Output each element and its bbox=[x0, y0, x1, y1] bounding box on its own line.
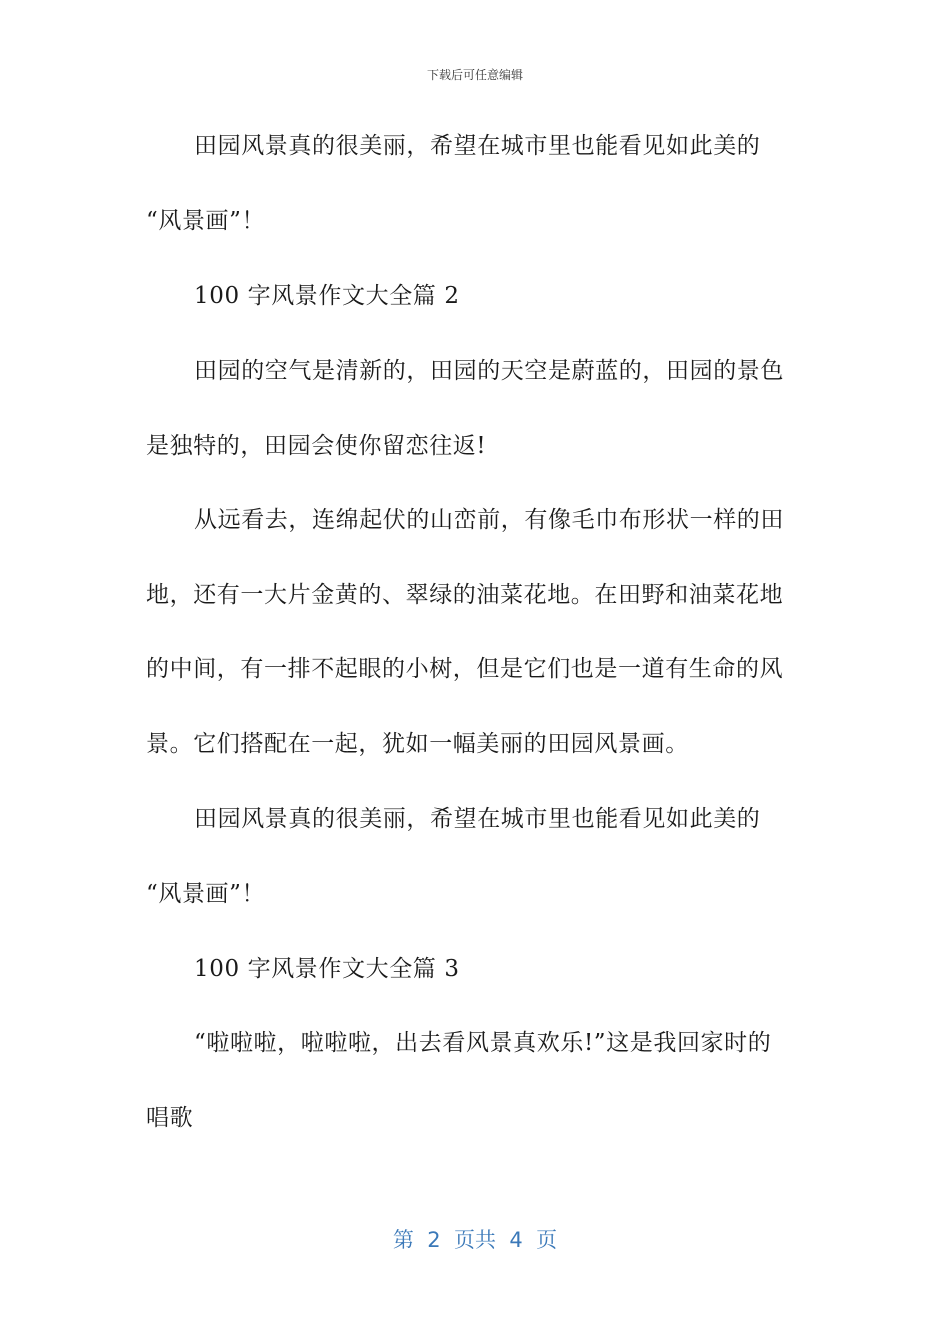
paragraph-line: 田园风景真的很美丽，希望在城市里也能看见如此美的 bbox=[194, 133, 761, 159]
footer-middle: 页共 bbox=[454, 1228, 496, 1252]
paragraph-line: “啦啦啦，啦啦啦，出去看风景真欢乐!”这是我回家时的 bbox=[194, 1030, 772, 1056]
paragraph-line: 从远看去，连绵起伏的山峦前，有像毛巾布形状一样的田 bbox=[194, 507, 784, 533]
paragraph-line: 唱歌 bbox=[146, 1105, 194, 1131]
paragraph-line: 田园的空气是清新的，田园的天空是蔚蓝的，田园的景色 bbox=[194, 358, 784, 384]
paragraph-line: 景。它们搭配在一起，犹如一幅美丽的田园风景画。 bbox=[146, 731, 689, 757]
paragraph-line: 田园风景真的很美丽，希望在城市里也能看见如此美的 bbox=[194, 806, 761, 832]
section-heading: 100 字风景作文大全篇 3 bbox=[194, 956, 460, 982]
page-footer bbox=[0, 1224, 950, 1254]
paragraph-line: “风景画”！ bbox=[146, 881, 266, 907]
section-heading: 100 字风景作文大全篇 2 bbox=[194, 283, 460, 309]
current-page-number: 2 bbox=[427, 1228, 441, 1252]
paragraph-line: 的中间，有一排不起眼的小树，但是它们也是一道有生命的风 bbox=[146, 656, 784, 682]
paragraph-line: “风景画”！ bbox=[146, 208, 266, 234]
header-note: 下载后可任意编辑 bbox=[426, 68, 523, 82]
footer-suffix: 页 bbox=[536, 1228, 558, 1252]
paragraph-line: 地，还有一大片金黄的、翠绿的油菜花地。在田野和油菜花地 bbox=[146, 582, 784, 608]
total-pages-number: 4 bbox=[509, 1228, 523, 1252]
paragraph-line: 是独特的，田园会使你留恋往返! bbox=[146, 433, 487, 459]
footer-prefix: 第 bbox=[392, 1228, 414, 1252]
